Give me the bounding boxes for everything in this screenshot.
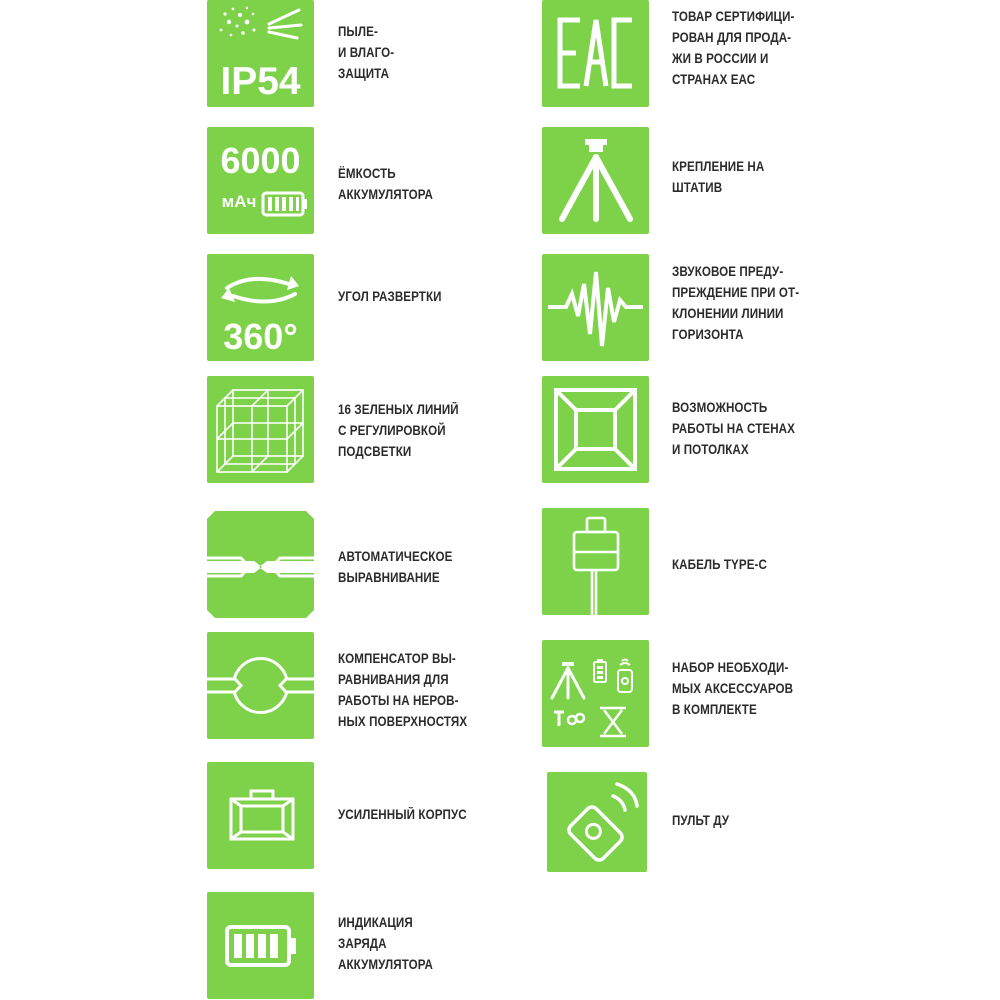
feature-label-battery-capacity: ЁМКОСТЬ АККУМУЛЯТОРА bbox=[338, 166, 433, 202]
ip54-icon bbox=[207, 0, 314, 107]
feature-label-eac: ТОВАР СЕРТИФИЦИ- РОВАН ДЛЯ ПРОДА- ЖИ В РОССИИ И СТРАНАХ ЕАС bbox=[672, 9, 795, 87]
laser-grid-tile bbox=[207, 376, 314, 483]
tripod-icon bbox=[542, 127, 649, 234]
feature-label-remote: ПУЛЬТ ДУ bbox=[672, 813, 730, 828]
rotation-tile bbox=[207, 254, 314, 361]
compensator-tile bbox=[207, 632, 314, 739]
feature-label-dust-water: ПЫЛЕ- И ВЛАГО- ЗАЩИТА bbox=[338, 24, 395, 81]
eac-icon bbox=[542, 0, 649, 107]
sound-tile bbox=[542, 254, 649, 361]
feature-label-compensator: КОМПЕНСАТОР ВЫ- РАВНИВАНИЯ ДЛЯ РАБОТЫ НА НЕРОВ- НЫХ ПОВЕРХНОСТЯХ bbox=[338, 651, 468, 729]
feature-label-sound-warning: ЗВУКОВОЕ ПРЕДУ- ПРЕЖДЕНИЕ ПРИ ОТ- КЛОНЕНИИ ЛИНИИ ГОРИЗОНТА bbox=[672, 264, 800, 342]
feature-label-scan-angle: УГОЛ РАЗВЕРТКИ bbox=[338, 289, 442, 304]
ip54-tile bbox=[207, 0, 314, 107]
battery-level-icon bbox=[207, 892, 314, 999]
auto-leveling-icon bbox=[207, 511, 314, 618]
eac-tile bbox=[542, 0, 649, 107]
sound-wave-icon bbox=[542, 254, 649, 361]
feature-label-accessories: НАБОР НЕОБХОДИ- МЫХ АКСЕССУАРОВ В КОМПЛЕКТЕ bbox=[672, 660, 794, 717]
feature-label-walls-ceilings: ВОЗМОЖНОСТЬ РАБОТЫ НА СТЕНАХ И ПОТОЛКАХ bbox=[672, 400, 795, 457]
feature-label-charge-indicator: ИНДИКАЦИЯ ЗАРЯДА АККУМУЛЯТОРА bbox=[338, 915, 433, 972]
feature-label-reinforced-case: УСИЛЕННЫЙ КОРПУС bbox=[338, 807, 467, 822]
feature-label-type-c: КАБЕЛЬ TYPE-C bbox=[672, 557, 767, 572]
accessories-tile bbox=[542, 640, 649, 747]
room-tile bbox=[542, 376, 649, 483]
battery-capacity-icon bbox=[207, 127, 314, 234]
usb-cable-icon bbox=[542, 508, 649, 615]
case-icon bbox=[207, 762, 314, 869]
tripod-tile bbox=[542, 127, 649, 234]
compensator-icon bbox=[207, 632, 314, 739]
battery-level-tile bbox=[207, 892, 314, 999]
battery-capacity-tile bbox=[207, 127, 314, 234]
capacity-unit: мАч bbox=[221, 192, 257, 211]
cable-tile bbox=[542, 508, 649, 615]
capacity-number: 6000 bbox=[220, 140, 301, 181]
case-tile bbox=[207, 762, 314, 869]
feature-label-auto-leveling: АВТОМАТИЧЕСКОЕ ВЫРАВНИВАНИЕ bbox=[338, 549, 453, 585]
rotation-text: 360° bbox=[223, 316, 298, 357]
accessories-icon bbox=[542, 640, 649, 747]
feature-label-tripod: КРЕПЛЕНИЕ НА ШТАТИВ bbox=[672, 159, 765, 195]
remote-tile bbox=[547, 772, 647, 872]
auto-leveling-tile bbox=[207, 511, 314, 618]
remote-control-icon bbox=[547, 772, 647, 872]
laser-grid-cube-icon bbox=[207, 376, 314, 483]
ip54-text: IP54 bbox=[220, 60, 301, 103]
feature-label-green-lines: 16 ЗЕЛЕНЫХ ЛИНИЙ С РЕГУЛИРОВКОЙ ПОДСВЕТКИ bbox=[338, 402, 459, 459]
room-walls-icon bbox=[542, 376, 649, 483]
rotation-360-icon bbox=[207, 254, 314, 361]
